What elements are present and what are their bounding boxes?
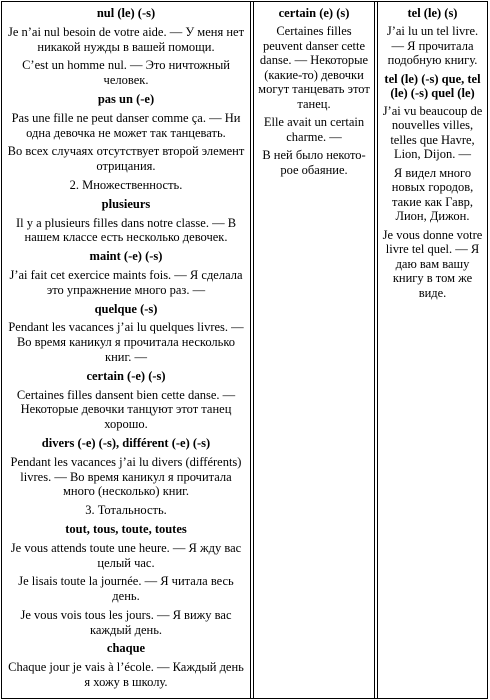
heading: pas un (-e) <box>97 91 155 106</box>
example: В ней было некото-рое обаяние. <box>262 148 366 177</box>
heading: certain (-e) (-s) <box>86 368 166 383</box>
example: Elle avait un certain charme. — <box>263 115 365 144</box>
example: J’ai lu un tel livre. — Я прочитала подобную книгу. <box>386 24 479 67</box>
example: C’est un homme nul. — Это ничтожный человек. <box>22 58 230 88</box>
example: Pendant les vacances j’ai lu quelques livres. — Во время каникул я прочитала несколько книг. — <box>8 320 244 364</box>
example: Je vous attends toute une heure. — Я жду вас целый час. <box>10 540 242 570</box>
heading: tel (le) (-s) que, tel (le) (-s) quel (le) <box>384 71 481 100</box>
example: Pas une fille ne peut danser comme ça. — Ни одна девочка не может так танцевать. <box>11 110 241 140</box>
heading: nul (le) (-s) <box>96 6 156 20</box>
heading: chaque <box>106 641 146 656</box>
example: J’ai vu beaucoup de nouvelles villes, telles que Havre, Lion, Dijon. — <box>382 103 483 161</box>
example: Я видел много новых городов, такие как Гавр, Лион, Дижон. <box>391 165 474 223</box>
example: Certaines filles dansent bien cette danse. — Некоторые девочки танцуют этот танец хорошо. <box>16 387 236 432</box>
example: Je vous donne votre livre tel quel. — Я даю вам вашу книгу в том же виде. <box>382 227 483 300</box>
example: Certaines filles peuvent danser cette danse. — Некоторые (какие-то) девочки могут танцевать этот танец. <box>258 24 370 111</box>
heading: plusieurs <box>101 196 151 211</box>
heading: tout, tous, toute, toutes <box>65 521 187 536</box>
grammar-table <box>1 1 488 699</box>
note: Во всех случаях отсутствует второй элемент отрицания. <box>7 144 245 174</box>
heading: quelque (-s) <box>94 301 158 316</box>
heading: divers (-e) (-s), différent (-e) (-s) <box>41 435 211 450</box>
section-title: 3. Тотальность. <box>85 503 167 518</box>
heading: maint (-e) (-s) <box>89 249 163 264</box>
column-right <box>378 2 487 698</box>
heading: tel (le) (s) <box>407 6 458 20</box>
example: Je vous vois tous les jours. — Я вижу вас каждый день. <box>20 607 232 637</box>
example: Il y a plusieurs filles dans notre classe. — В нашем классе есть несколько девочек. <box>15 215 237 245</box>
example: Pendant les vacances j’ai lu divers (différents) livres. — Во время каникул я прочитала много (несколько) книг. <box>10 454 242 499</box>
heading: certain (e) (s) <box>278 6 350 20</box>
example: Je lisais toute la journée. — Я читала весь день. <box>18 574 234 604</box>
column-middle <box>254 2 374 698</box>
example: Je n’ai nul besoin de votre aide. — У меня нет никакой нужды в вашей помощи. <box>7 24 245 54</box>
section-title: 2. Множественность. <box>69 177 183 192</box>
column-left <box>2 2 250 698</box>
example: Chaque jour je vais à l’école. — Каждый день я хожу в школу. <box>8 660 244 690</box>
example: J’ai fait cet exercice maints fois. — Я сделала это упражнение много раз. — <box>9 267 243 297</box>
